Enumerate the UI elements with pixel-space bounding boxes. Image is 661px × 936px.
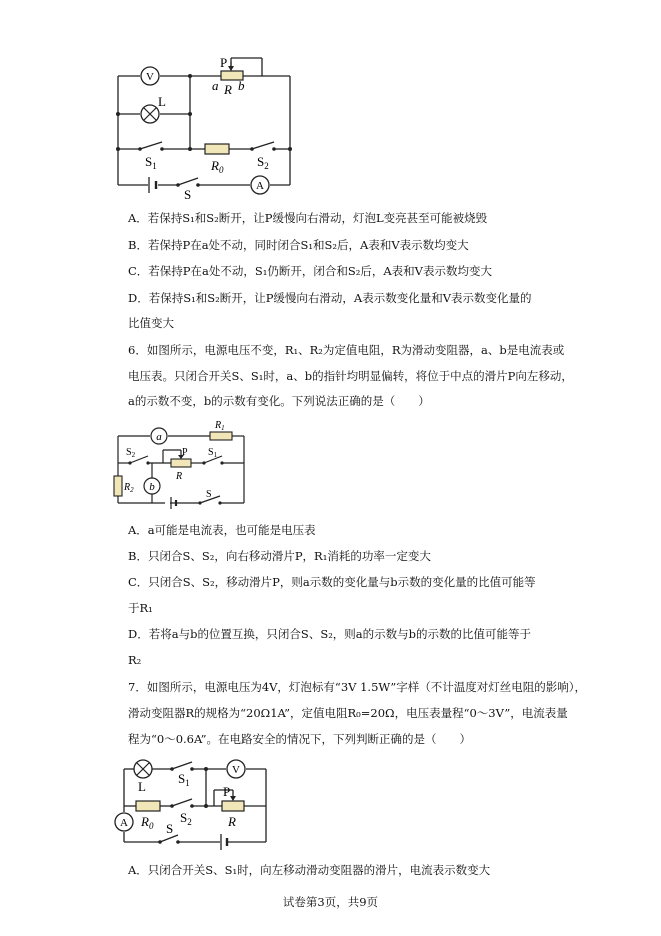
svg-text:R2: $R_2$ (124, 482, 134, 494)
fig1-a-label: a (212, 78, 219, 93)
fig1-ammeter-label: A (256, 180, 264, 192)
fig1-s1-label: S (145, 154, 153, 169)
q6-stem-line-2: 电压表。只闭合开关S、S₁时，a、b的指针均明显偏转，将位于中点的滑片P向左移动， (128, 369, 573, 383)
fig3-ammeter-label: A (120, 817, 128, 829)
q6-option-a: A．a可能是电流表，也可能是电压表 (128, 523, 316, 537)
fig1-s2-label: S (257, 154, 265, 169)
svg-text:S2: $S_2$ (257, 154, 269, 171)
q7-stem-line-1: 7．如图所示，电源电压为4V，灯泡标有“3V 1.5W”字样（不计温度对灯丝电阻的影响）， (128, 680, 587, 694)
svg-text:S2: $S_2$ (180, 810, 192, 827)
q6-stem-line-3: a的示数不变，b的示数有变化。下列说法正确的是（ ） (128, 394, 430, 408)
fig3-s-label: S (166, 821, 174, 836)
svg-text:S1: $S_1$ (178, 771, 190, 788)
svg-text:R1: $R_1$ (215, 420, 225, 432)
q6-option-d-cont: R₂ (128, 653, 142, 667)
svg-text:S1: $S_1$ (208, 447, 218, 459)
q5-option-a: A．若保持S₁和S₂断开，让P缓慢向右滑动，灯泡L变亮甚至可能被烧毁 (128, 211, 488, 225)
svg-text:R0: $R_0$ (211, 158, 224, 175)
q6-option-c: C．只闭合S、S₂，移动滑片P，则a示数的变化量与b示数的变化量的比值可能等 (128, 575, 536, 589)
fig3-r-label: R (228, 814, 236, 829)
fig3-s2-label: S (180, 810, 188, 825)
page-footer: 试卷第3页，共9页 (282, 895, 379, 909)
fig1-b-label: b (238, 78, 245, 93)
fig1-r-label: R (224, 82, 232, 97)
fig2-r2-label: R (124, 482, 131, 493)
q7-option-a: A．只闭合开关S、S₁时，向左移动滑动变阻器的滑片，电流表示数变大 (128, 863, 491, 877)
fig1-p-label: P (220, 55, 228, 70)
q5-option-d-cont: 比值变大 (128, 316, 174, 330)
q7-stem-line-2: 滑动变阻器R的规格为“20Ω1A”，定值电阻R₀=20Ω，电压表量程“0～3V”，电流表量 (128, 706, 568, 720)
q5-option-d: D．若保持S₁和S₂断开，让P缓慢向右滑动，A表示数变化量和V表示数变化量的 (128, 291, 532, 305)
q5-option-b: B．若保持P在a处不动，同时闭合S₁和S₂后，A表和V表示数均变大 (128, 238, 469, 252)
fig2-r1-label: R (215, 420, 222, 431)
fig1-s-label: S (184, 187, 192, 202)
fig1-lamp-label: L (158, 94, 166, 109)
fig3-p-label: P (223, 784, 231, 799)
q6-stem-line-1: 6．如图所示，电源电压不变，R₁、R₂为定值电阻，R为滑动变阻器，a、b是电流表或 (128, 343, 565, 357)
q5-option-c: C．若保持P在a处不动，S₁仍断开，闭合和S₂后，A表和V表示数均变大 (128, 264, 492, 278)
svg-text:S1: $S_1$ (145, 154, 157, 171)
q6-option-b: B．只闭合S、S₂，向右移动滑片P，R₁消耗的功率一定变大 (128, 549, 431, 563)
svg-text:R0: $R_0$ (141, 814, 154, 831)
fig2-a-meter-label: a (156, 431, 162, 443)
fig2-p-label: P (182, 447, 188, 458)
q7-stem-line-3: 程为“0～0.6A”。在电路安全的情况下，下列判断正确的是（ ） (128, 732, 471, 746)
q6-option-d: D．若将a与b的位置互换，只闭合S、S₂，则a的示数与b的示数的比值可能等于 (128, 627, 532, 641)
fig2-r-label: R (176, 471, 183, 482)
fig3-r0-label: R (141, 814, 149, 829)
fig3-voltmeter-label: V (232, 764, 240, 776)
svg-text:S2: $S_2$ (126, 447, 136, 459)
fig2-s-label: S (206, 489, 212, 500)
fig2-s1-label: S (208, 447, 214, 458)
q6-option-c-cont: 于R₁ (128, 601, 153, 615)
fig3-s1-label: S (178, 771, 186, 786)
fig1-r0-label: R (211, 158, 219, 173)
fig2-s2-label: S (126, 447, 132, 458)
fig1-voltmeter-label: V (146, 71, 154, 83)
fig3-lamp-label: L (138, 779, 146, 794)
fig2-b-meter-label: b (149, 481, 155, 493)
